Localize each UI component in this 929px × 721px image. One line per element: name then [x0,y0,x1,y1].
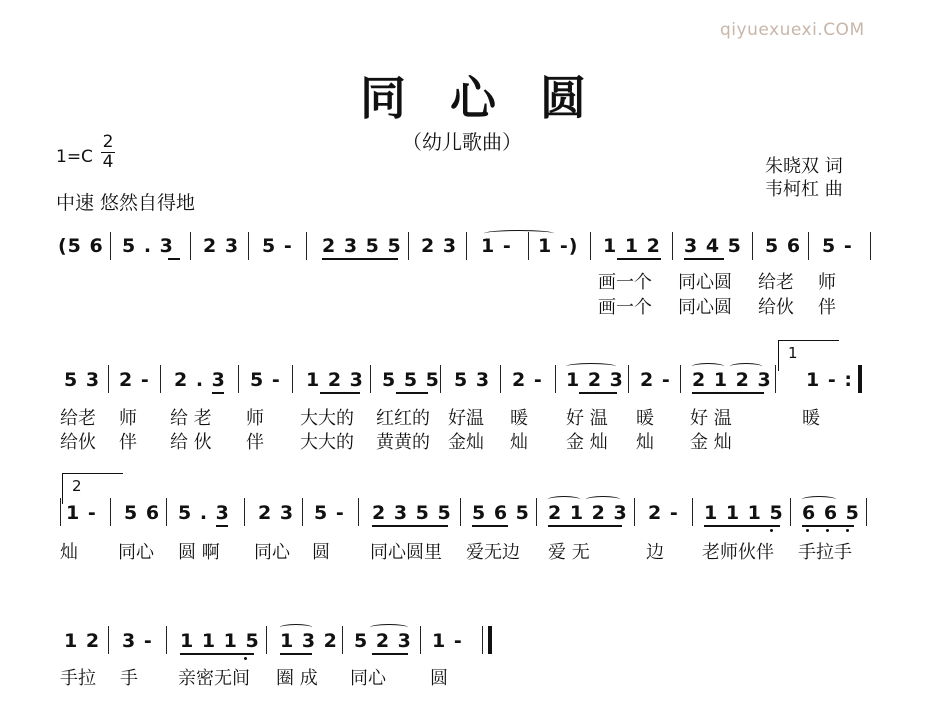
lyric: 同心 [350,668,386,689]
measure: 2 - [512,369,543,391]
measure: 1 2 3 [566,369,624,391]
lyric: 给老 [60,408,96,429]
lyricist-credit: 朱晓双 词 [765,156,843,177]
measure: 2 - [640,369,671,391]
measure: 2 - [648,502,679,524]
measure: 2 - [119,369,150,391]
measure: 1 3 2 [280,630,338,652]
measure: 5 . 3 [178,502,230,524]
measure: 1 - [481,235,512,257]
measure: 2 1 2 3 [692,369,772,391]
measure: 1 2 3 [306,369,364,391]
measure: 2 3 [421,235,458,257]
lyric: 手拉 [60,668,96,689]
song-subtitle: （幼儿歌曲） [402,130,522,154]
lyric: 爱 无 [548,542,590,563]
lyric: 圆 [312,542,330,563]
measure: 1 - [66,502,97,524]
measure: 2 3 5 5 [322,235,402,257]
lyric: 伴 [246,432,264,453]
lyric: 同心圆里 [370,542,442,563]
lyric: 给 老 [170,408,212,429]
lyric: 同心 [118,542,154,563]
lyric: 好 温 [690,408,732,429]
song-title: 同 心 圆 [360,71,601,125]
measure: 5 3 [454,369,491,391]
lyric: 好温 [448,408,484,429]
measure: 5 - [314,502,345,524]
measure: 2 1 2 3 [548,502,628,524]
key-signature: 1=C [56,147,93,167]
measure: 1 1 1 5 [704,502,784,524]
lyric: 同心圆 [678,297,732,318]
measure: 1 1 1 5 [180,630,260,652]
lyric: 伴 [818,297,836,318]
lyric: 师 [246,408,264,429]
lyric: 灿 [60,542,78,563]
lyric: 爱无边 [466,542,520,563]
lyric: 边 [646,542,664,563]
lyric: 大大的 [300,408,354,429]
measure: 3 4 5 [684,235,742,257]
measure: 5 6 [765,235,802,257]
measure: 5 - [250,369,281,391]
time-signature-bottom: 4 [102,152,114,172]
measure: 1 - [432,630,463,652]
lyric: 老师伙伴 [702,542,774,563]
lyric: 给老 [758,272,794,293]
lyric: 画一个 [598,297,652,318]
measure: 5 6 5 [472,502,530,524]
lyric: 暖 [636,408,654,429]
lyric: 手拉手 [798,542,852,563]
watermark: qiyuexuexi.COM [720,20,865,40]
volta-number: 2 [72,477,82,495]
lyric: 暖 [510,408,528,429]
composer-credit: 韦柯杠 曲 [765,179,843,200]
lyric: 金 灿 [690,432,732,453]
lyric: 圆 [430,668,448,689]
lyric: 师 [119,408,137,429]
measure: 6 6 5 [802,502,860,524]
lyric: 金 灿 [566,432,608,453]
lyric: 圈 成 [276,668,318,689]
lyric: 同心圆 [678,272,732,293]
lyric: 暖 [802,408,820,429]
measure: 2 3 [203,235,240,257]
lyric: 给伙 [60,432,96,453]
measure: 5 3 [64,369,101,391]
measure: 3 - [122,630,153,652]
lyric: 师 [818,272,836,293]
lyric: 伴 [119,432,137,453]
measure: (5 6 [58,235,104,257]
lyric: 金灿 [448,432,484,453]
lyric: 灿 [510,432,528,453]
measure: 5 5 5 [382,369,440,391]
tempo-marking: 中速 悠然自得地 [56,192,196,214]
measure: 5 . 3 [122,235,174,257]
lyric: 给 伙 [170,432,212,453]
lyric: 画一个 [598,272,652,293]
lyric: 手 [120,668,138,689]
measure: 5 - [262,235,293,257]
measure: 1 -) [538,235,579,257]
measure: 5 2 3 [354,630,412,652]
measure: 1 1 2 [603,235,661,257]
lyric: 灿 [636,432,654,453]
lyric: 大大的 [300,432,354,453]
lyric: 好 温 [566,408,608,429]
time-signature [101,134,115,171]
lyric: 亲密无间 [178,668,250,689]
lyric: 黄黄的 [376,432,430,453]
measure: 2 3 [258,502,295,524]
time-signature-top: 2 [102,132,114,152]
measure: 2 3 5 5 [372,502,452,524]
measure: 5 6 [124,502,161,524]
measure: 2 . 3 [174,369,226,391]
volta-number: 1 [788,344,798,362]
measure: 5 - [822,235,853,257]
lyric: 给伙 [758,297,794,318]
lyric: 红红的 [376,408,430,429]
lyric: 同心 [254,542,290,563]
measure: 1 - : [806,369,853,391]
measure: 1 2 [64,630,101,652]
lyric: 圆 啊 [178,542,220,563]
